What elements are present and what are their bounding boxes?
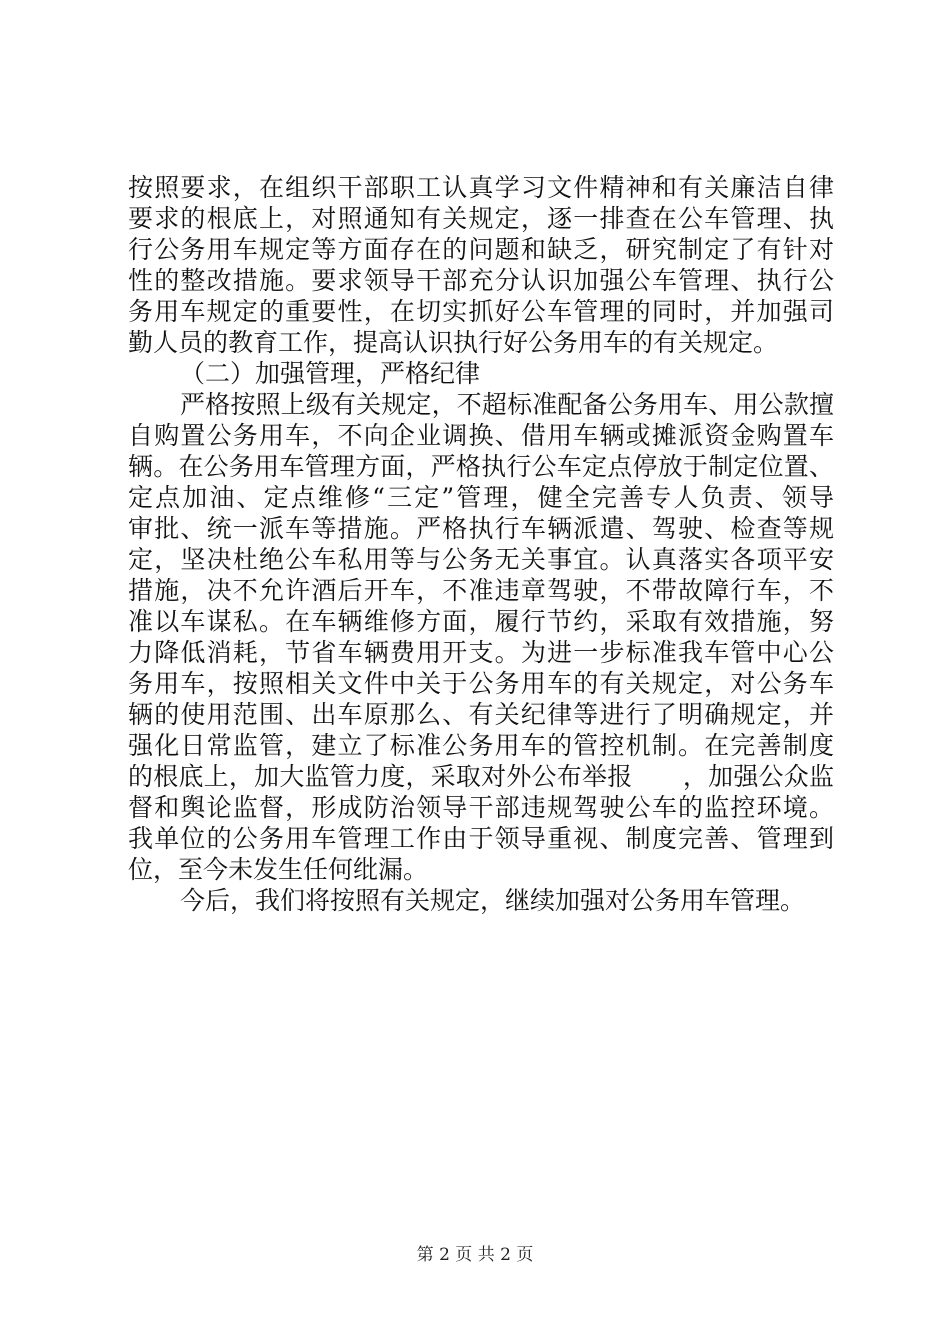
text-line: 自购置公务用车，不向企业调换、借用车辆或摊派资金购置车 xyxy=(128,421,834,450)
text-line: 准以车谋私。在车辆维修方面，履行节约，采取有效措施，努 xyxy=(128,607,834,636)
text-line: 强化日常监管，建立了标准公务用车的管控机制。在完善制度 xyxy=(128,731,834,760)
text-line: 定，坚决杜绝公车私用等与公务无关事宜。认真落实各项平安 xyxy=(128,545,834,574)
page-footer: 第 2 页 共 2 页 xyxy=(416,1245,534,1265)
text-line: 审批、统一派车等措施。严格执行车辆派遣、驾驶、检查等规 xyxy=(128,514,834,543)
text-line: 务用车规定的重要性，在切实抓好公车管理的同时，并加强司 xyxy=(128,297,834,326)
text-line: 措施，决不允许酒后开车，不准违章驾驶，不带故障行车，不 xyxy=(128,576,834,605)
text-line: 力降低消耗，节省车辆费用开支。为进一步标准我车管中心公 xyxy=(128,638,834,667)
body-text xyxy=(128,172,834,916)
section-heading: （二）加强管理，严格纪律 xyxy=(180,359,481,388)
text-line: 按照要求，在组织干部职工认真学习文件精神和有关廉洁自律 xyxy=(128,173,834,202)
text-line: 严格按照上级有关规定，不超标准配备公务用车、用公款擅 xyxy=(180,390,834,419)
text-line: 我单位的公务用车管理工作由于领导重视、制度完善、管理到 xyxy=(128,824,834,853)
text-line: 性的整改措施。要求领导干部充分认识加强公车管理、执行公 xyxy=(128,266,834,295)
text-line: 督和舆论监督，形成防治领导干部违规驾驶公车的监控环境。 xyxy=(128,793,834,822)
text-line: 行公务用车规定等方面存在的问题和缺乏，研究制定了有针对 xyxy=(128,235,834,264)
text-line: 辆。在公务用车管理方面，严格执行公车定点停放于制定位置、 xyxy=(128,452,834,481)
text-line: 勤人员的教育工作，提高认识执行好公务用车的有关规定。 xyxy=(128,328,779,357)
text-line: 定点加油、定点维修“三定”管理，健全完善专人负责、领导 xyxy=(128,483,834,512)
text-line: 位，至今未发生任何纰漏。 xyxy=(128,855,429,884)
text-line: 的根底上，加大监管力度，采取对外公布举报 ，加强公众监 xyxy=(128,762,834,791)
text-line: 务用车，按照相关文件中关于公务用车的有关规定，对公务车 xyxy=(128,669,834,698)
text-line: 今后，我们将按照有关规定，继续加强对公务用车管理。 xyxy=(180,886,806,915)
text-line: 辆的使用范围、出车原那么、有关纪律等进行了明确规定，并 xyxy=(128,700,834,729)
text-line: 要求的根底上，对照通知有关规定，逐一排查在公车管理、执 xyxy=(128,204,834,233)
